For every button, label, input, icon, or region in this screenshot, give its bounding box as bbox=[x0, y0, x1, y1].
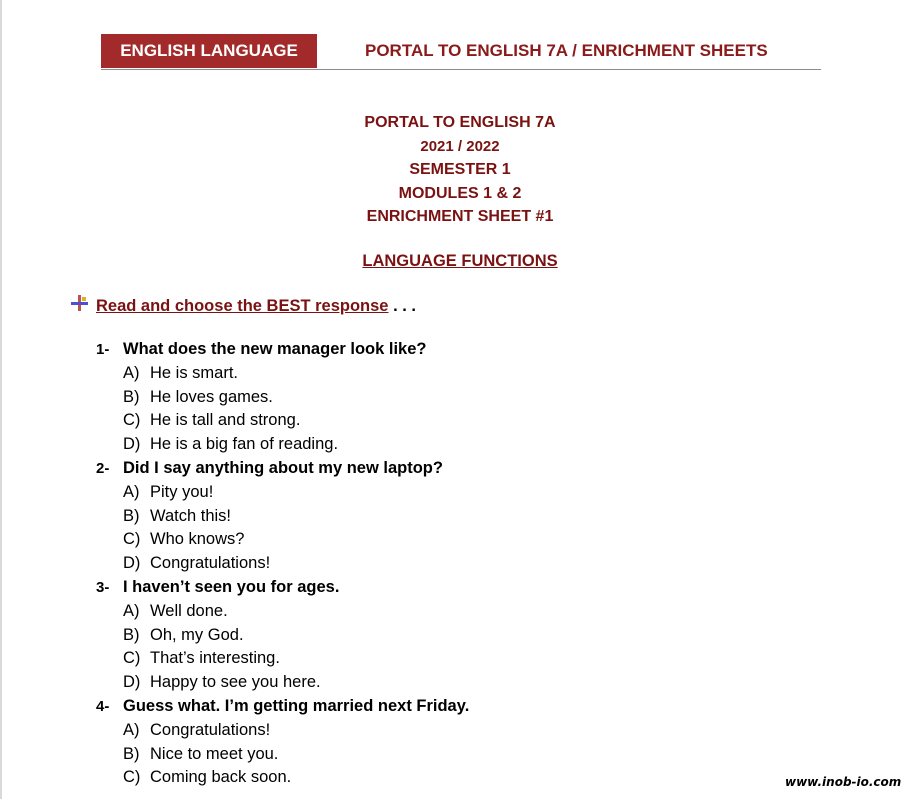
option-letter: D) bbox=[123, 554, 141, 573]
header-subject-badge: ENGLISH LANGUAGE bbox=[101, 34, 317, 68]
answer-option bbox=[96, 362, 796, 386]
option-text: Congratulations! bbox=[150, 554, 271, 573]
option-letter: A) bbox=[123, 720, 140, 739]
question-list bbox=[96, 338, 796, 790]
question-item bbox=[96, 576, 796, 695]
answer-option bbox=[96, 743, 796, 767]
page-header bbox=[101, 34, 821, 70]
answer-option bbox=[96, 624, 796, 648]
title-sheet-number: ENRICHMENT SHEET #1 bbox=[366, 208, 554, 226]
option-letter: C) bbox=[123, 649, 141, 668]
answer-option bbox=[96, 528, 796, 552]
option-text: He is tall and strong. bbox=[150, 411, 301, 430]
question-text: I haven’t seen you for ages. bbox=[123, 577, 340, 596]
option-letter: C) bbox=[123, 411, 141, 430]
option-letter: C) bbox=[123, 530, 141, 549]
question-prompt bbox=[96, 457, 796, 481]
question-number: 4- bbox=[96, 697, 110, 715]
option-letter: B) bbox=[123, 744, 140, 763]
answer-option bbox=[96, 409, 796, 433]
page-left-border bbox=[0, 0, 2, 799]
instruction-text: Read and choose the BEST response bbox=[96, 297, 389, 315]
option-letter: B) bbox=[123, 387, 140, 406]
option-text: He is a big fan of reading. bbox=[150, 435, 339, 454]
option-letter: A) bbox=[123, 363, 140, 382]
option-text: That’s interesting. bbox=[150, 649, 280, 668]
title-year: 2021 / 2022 bbox=[420, 137, 500, 155]
option-text: Oh, my God. bbox=[150, 625, 244, 644]
watermark-url: www.inob-io.com bbox=[785, 775, 902, 789]
answer-option bbox=[96, 766, 796, 790]
option-text: Watch this! bbox=[150, 506, 231, 525]
question-number: 1- bbox=[96, 341, 110, 358]
question-text: Guess what. I’m getting married next Friday. bbox=[123, 696, 470, 715]
option-text: Pity you! bbox=[150, 482, 214, 501]
question-item bbox=[96, 695, 796, 790]
option-text: Who knows? bbox=[150, 530, 245, 549]
option-text: Well done. bbox=[150, 601, 228, 620]
cross-bullet-icon bbox=[70, 294, 90, 314]
option-text: Congratulations! bbox=[150, 720, 271, 739]
question-text: What does the new manager look like? bbox=[123, 340, 427, 358]
instruction-line bbox=[70, 294, 416, 318]
answer-option bbox=[96, 386, 796, 410]
question-number: 3- bbox=[96, 578, 110, 596]
answer-option bbox=[96, 505, 796, 529]
answer-option bbox=[96, 600, 796, 624]
question-prompt bbox=[96, 576, 796, 600]
option-text: He is smart. bbox=[150, 363, 239, 382]
question-prompt bbox=[96, 695, 796, 719]
title-course: PORTAL TO ENGLISH 7A bbox=[364, 114, 556, 131]
option-text: Nice to meet you. bbox=[150, 744, 279, 763]
answer-option bbox=[96, 433, 796, 457]
question-item bbox=[96, 457, 796, 576]
option-text: Coming back soon. bbox=[150, 768, 292, 787]
question-item bbox=[96, 338, 796, 457]
option-letter: D) bbox=[123, 435, 141, 454]
question-prompt bbox=[96, 338, 796, 362]
option-text: Happy to see you here. bbox=[150, 673, 321, 692]
option-letter: B) bbox=[123, 625, 140, 644]
question-text: Did I say anything about my new laptop? bbox=[123, 458, 443, 477]
option-letter: A) bbox=[123, 601, 140, 620]
title-semester: SEMESTER 1 bbox=[409, 161, 511, 179]
answer-option bbox=[96, 719, 796, 743]
header-title: PORTAL TO ENGLISH 7A / ENRICHMENT SHEETS bbox=[365, 41, 768, 60]
question-number: 2- bbox=[96, 459, 110, 477]
answer-option bbox=[96, 647, 796, 671]
option-text: He loves games. bbox=[150, 387, 273, 406]
answer-option bbox=[96, 552, 796, 576]
instruction-ellipsis: . . . bbox=[388, 297, 417, 315]
answer-option bbox=[96, 481, 796, 505]
document-title-block bbox=[260, 111, 660, 229]
answer-option bbox=[96, 671, 796, 695]
option-letter: A) bbox=[123, 482, 140, 501]
title-modules: MODULES 1 & 2 bbox=[398, 184, 522, 202]
section-heading: LANGUAGE FUNCTIONS bbox=[362, 252, 558, 270]
option-letter: C) bbox=[123, 768, 141, 787]
option-letter: B) bbox=[123, 506, 140, 525]
option-letter: D) bbox=[123, 673, 141, 692]
